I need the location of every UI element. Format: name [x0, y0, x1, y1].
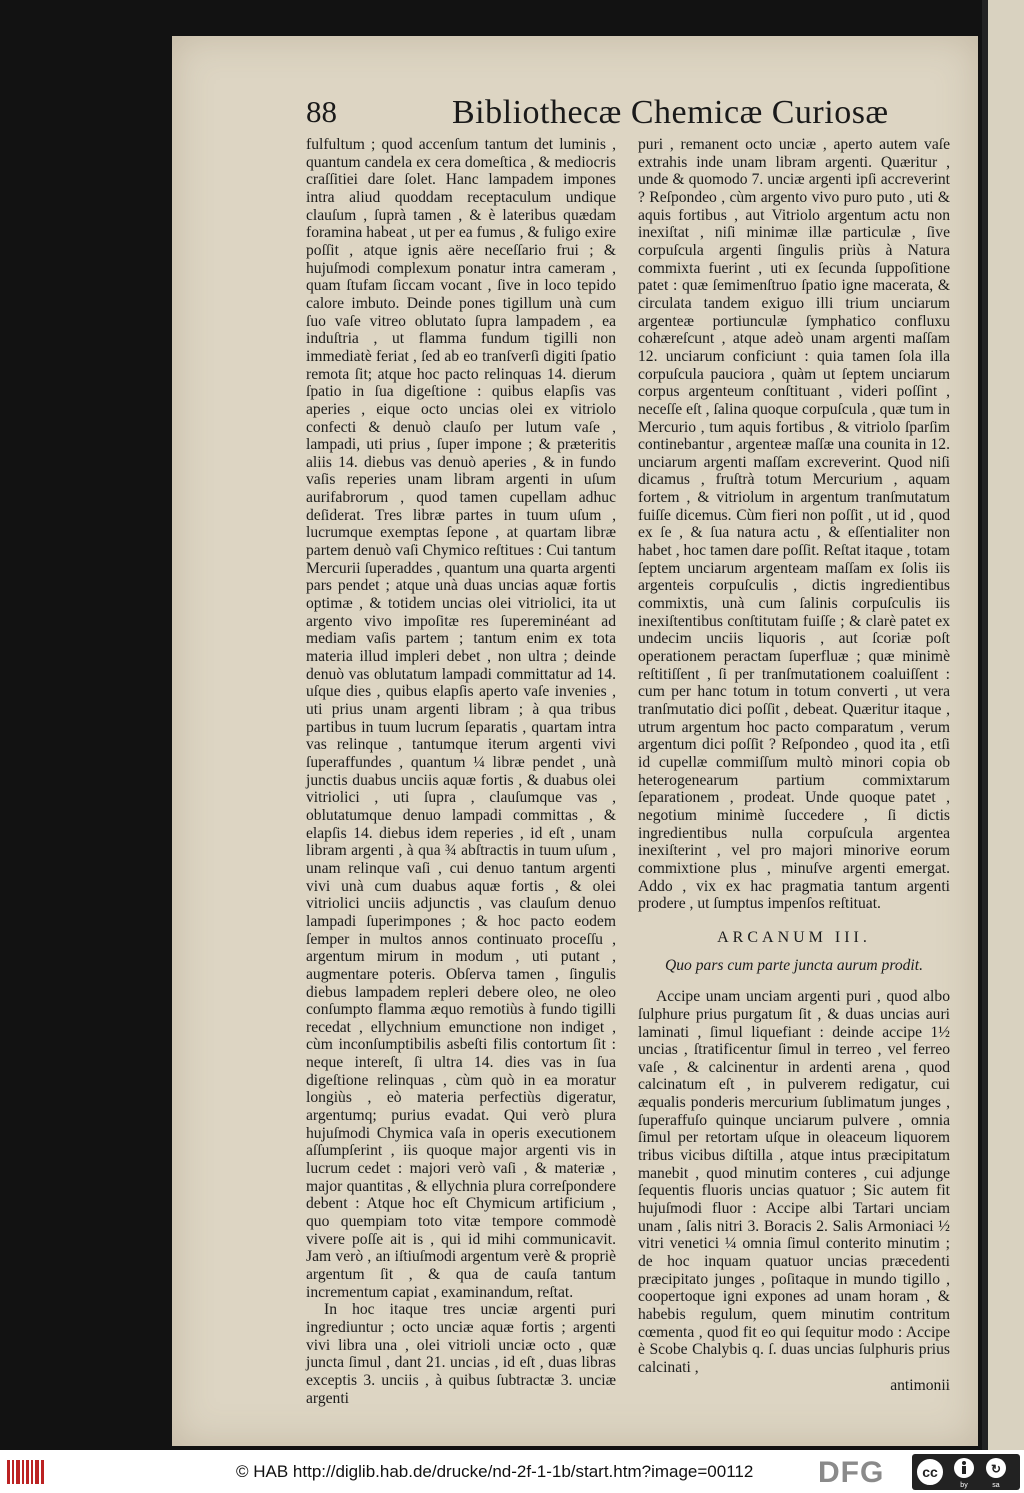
viewer-footer: [0, 1450, 1024, 1493]
svg-text:cc: cc: [922, 1464, 938, 1480]
right-column: [638, 136, 950, 1394]
page-header: [306, 94, 946, 130]
left-column: [306, 136, 616, 1407]
book-page: [172, 36, 978, 1446]
dfg-logo: DFG: [818, 1456, 885, 1489]
copyright-link[interactable]: © HAB http://diglib.hab.de/drucke/nd-2f-1-1b/start.htm?image=00112: [236, 1462, 754, 1481]
svg-text:↻: ↻: [990, 1462, 1002, 1476]
next-page-edge: [988, 0, 1024, 1450]
right-paragraph-1: puri , remanent octo unciæ , aperto autem vaſe extrahis inde unam libram argenti. Quæritur , unde & quomodo 7. unciæ argenti ipſi accreverint ? Reſpondeo , cùm argento vivo puro puto , uti & aquis fortibus , aut Vitriolo argentum actu non inexiſtat , niſi minimæ illæ particulæ , ſive corpuſcula argenti ſingulis priùs à Natura commixta fuerint , uti ex ſecunda ſuppoſitione patet : quæ ſemimenſtruo ſpatio igne macerata, & circulata tandem exiguo illi trium unciarum argenteæ portiunculæ ſymphatico confluxu cohæreſcunt , atque adeò unam argenti maſſam 12. unciarum conficiunt : quia tamen ſola illa corpuſcula pauciora , quàm ut ſeptem unciarum corpus argenteum conſtituant , videri poſſint , neceſſe eſt , ſalina quoque corpuſcula , quæ tum in Mercurio , tum aquis fortibus , & vitriolo ſparſim continebantur , argenteæ maſſæ una counita in 12. unciarum argenti maſſam excreverint. Quod niſi dicamus , fruſtrà totum Mercurium , aquam fortem , & vitriolum in argentum tranſmutatum fuiſſe dicemus. Cùm fieri non poſſit , ut id , quod ex ſe , & ſua natura actu , & eſſentialiter non habet , hoc tamen dare poſſit. Reſtat itaque , totam ſeptem unciarum argenteam maſſam ex ſolis iis argenteis corpuſculis , dictis ingredientibus commixtis, unà cum ſalinis corpuſculis iis inexiſtentibus conſtitutam fuiſſe ; & clarè patet ex undecim unciis liquoris , aut ſcoriæ poſt operationem peractam ſuperfluæ ; quæ minimè reſtitiſſent , ſi per tranſmutationem coaluiſſent : cum per hanc totum in totum converti , ut vera tranſmutatio dici poſſit , debeat. Quæritur itaque , utrum argentum hoc pacto comparatum , verum argentum dici poſſit ? Reſpondeo , quod ita , etſi id cupellæ commiſſum multò minori copia ob heterogenearum partium commixtarum ſeparationem , prodeat. Unde quoque patet , negotium minimè ſuccedere , ſi dictis ingredientibus nulla corpuſcula argentea inexiſterint , vel pro majori minorive eorum commixtione plus , minuſve argenti emergat. Addo , vix ex hac pragmatia tantum argenti prodere , ut ſumptus impenſos reſtituat.: [638, 136, 950, 913]
section-heading: ARCANUM III.: [717, 928, 871, 946]
barcode-icon: [6, 1458, 46, 1486]
running-title: Bibliothecæ Chemicæ Curiosæ: [452, 94, 889, 131]
section-subtitle: Quo pars cum parte juncta aurum prodit.: [664, 956, 923, 974]
svg-text:sa: sa: [992, 1482, 1000, 1489]
cc-by-sa-icon[interactable]: [912, 1454, 1020, 1490]
page-number: 88: [306, 94, 337, 129]
left-paragraph-2: In hoc itaque tres unciæ argenti puri ingrediuntur ; octo unciæ aquæ fortis ; argenti vivi libra una , olei vitrioli unciæ octo , quæ juncta ſimul , dant 21. uncias , id eſt , duas libras exceptis 3. unciis , à quibus ſubtractæ 3. unciæ argenti: [306, 1301, 616, 1407]
right-paragraph-2: Accipe unam unciam argenti puri , quod albo ſulphure prius purgatum ſit , & duas uncias auri laminati , ſimul liquefiant : deinde accipe 1½ uncias , ſtratificentur ſimul in terreo , vel ferreo vaſe , & calcinentur in ardenti arena , quod calcinatum eſt , in pulverem redigatur, cui æqualis ponderis mercurium ſublimatum junges , ſuperaffuſo quinque unciarum pulvere , omnia ſimul per retortam uſque in oleaceum liquorem tribus vicibus diſtilla , atque intus præcipitatum manebit , quod minutim conteres , cui adjunge ſequentis fluoris uncias quatuor ; Sic autem fit hujuſmodi fluor : Accipe albi Tartari unciam unam , ſalis nitri 3. Boracis 2. Salis Armoniaci ½ vitri venetici ¼ omnia ſimul conterito minutim ; de hoc inquam quatuor uncias præcedenti præcipitato junges , poſitaque in mundo tigillo , coopertoque igni expones ad unam horam , & habebis regulum, quem minutim contritum cœmenta , quod fit eo qui ſequitur modo : Accipe è Scobe Chalybis q. ſ. duas uncias ſulphuris prius calcinati ,: [638, 988, 950, 1376]
svg-text:by: by: [960, 1482, 968, 1489]
catchword: antimonii: [890, 1376, 950, 1394]
left-paragraph-1: fulfultum ; quod accenſum tantum det luminis , quantum candela ex cera domeſtica , & mediocris craſſitiei dare ſolet. Hanc lampadem impones intra aliud quoddam receptaculum undique clauſum , ſuprà tamen , & è lateribus quædam foramina habeat , ut per ea fumus , & fuligo exire poſſit , atque ignis aëre neceſſario frui ; & hujuſmodi complexum ponatur intra cameram , quam ſtufam ſiccam vocant , ſive in loco tepido calore imbuto. Deinde pones tigillum unà cum ſuo vaſe vitreo oblutato ſupra lampadem , ea induſtria , ut flamma fundum tigilli non immediatè feriat , ſed ab eo tranſverſi digiti ſpatio remota ſit; atque hoc pacto relinquas 14. dierum ſpatio in ſua digeſtione : quibus elapſis vas aperies , eique octo uncias olei ex vitriolo confecti & denuò clauſo per lutum vaſe , lampadi, uti prius , ſuper impone ; & præteritis aliis 14. diebus vas denuò aperies , & in fundo vaſis reperies unam libram argenti in uſum aurifabrorum , quod tamen cupellam adhuc deſiderat. Tres libræ partes in tuum uſum , lucrumque exemptas ſepone , at quartam libræ partem denuò vaſi Chymico reſtitues : Cui tantum Mercurii ſuperaddes , quantum una quarta argenti pars pendet ; atque unà duas uncias aquæ fortis optimæ , & totidem uncias olei vitriolici, ita ut argento vivo impoſitæ res ſupereminéant ad mediam vaſis partem ; tantum enim ex tota materia illud impleri debet , non ultra ; deinde denuò vas oblutatum lampadi committatur ad 14. uſque dies , quibus elapſis aperto vaſe invenies , uti prius unam argenti libram ; à qua tribus partibus in tuum lucrum ſeparatis , quartam intra vas relinque , tantumque iterum argenti vivi ſuperaffundes , quantum ¼ libræ pendet , unà junctis duabus unciis aquæ fortis , & duabus olei vitriolici , uti ſupra , clauſumque vas , oblutatumque denuo lampadi committas , & elapſis 14. diebus idem reperies , id eſt , unam libram argenti , à qua ¾ abſtractis in tuum uſum , unam relinque vaſi , cui denuo tantum argenti vivi unà cum duabus aquæ fortis , & olei vitriolici unciis adjunctis , vas clauſum denuo lampadi ſuperimpones ; & hoc pacto eodem ſemper in multos annos continuato proceſſu , argentum mirum in modum , uti putant , augmentare poteris. Obſerva tamen , ſingulis diebus lampadem repleri debere oleo, ne oleo conſumpto flamma æquo remotiùs à fundo tigilli recedat , ellychnium emunctione non indiget , cùm inconſumptibilis asbeſti filis contortum ſit : neque intereſt, ſi ultra 14. dies vas in ſua digeſtione relinquas , cùm quò in ea moratur longiùs , eò materia perfectiùs digeratur, argentumq; purius evadat. Qui verò plura hujuſmodi Chymica vaſa in operis executionem aſſumpſerint , iis quoque major argenti vis in lucrum cedet : majori verò vaſi , & materiæ , major quantitas , & ellychnia plura correſpondere debent : Atque hoc eſt Chymicum artificium , quo quempiam toto vitæ tempore commodè vivere poſſe ait is , qui id mihi communicavit. Jam verò , an iſtiuſmodi argentum verè & propriè argentum ſit , & qua de cauſa tantum incrementum capiat , examinandum, reſtat.: [306, 136, 616, 1301]
